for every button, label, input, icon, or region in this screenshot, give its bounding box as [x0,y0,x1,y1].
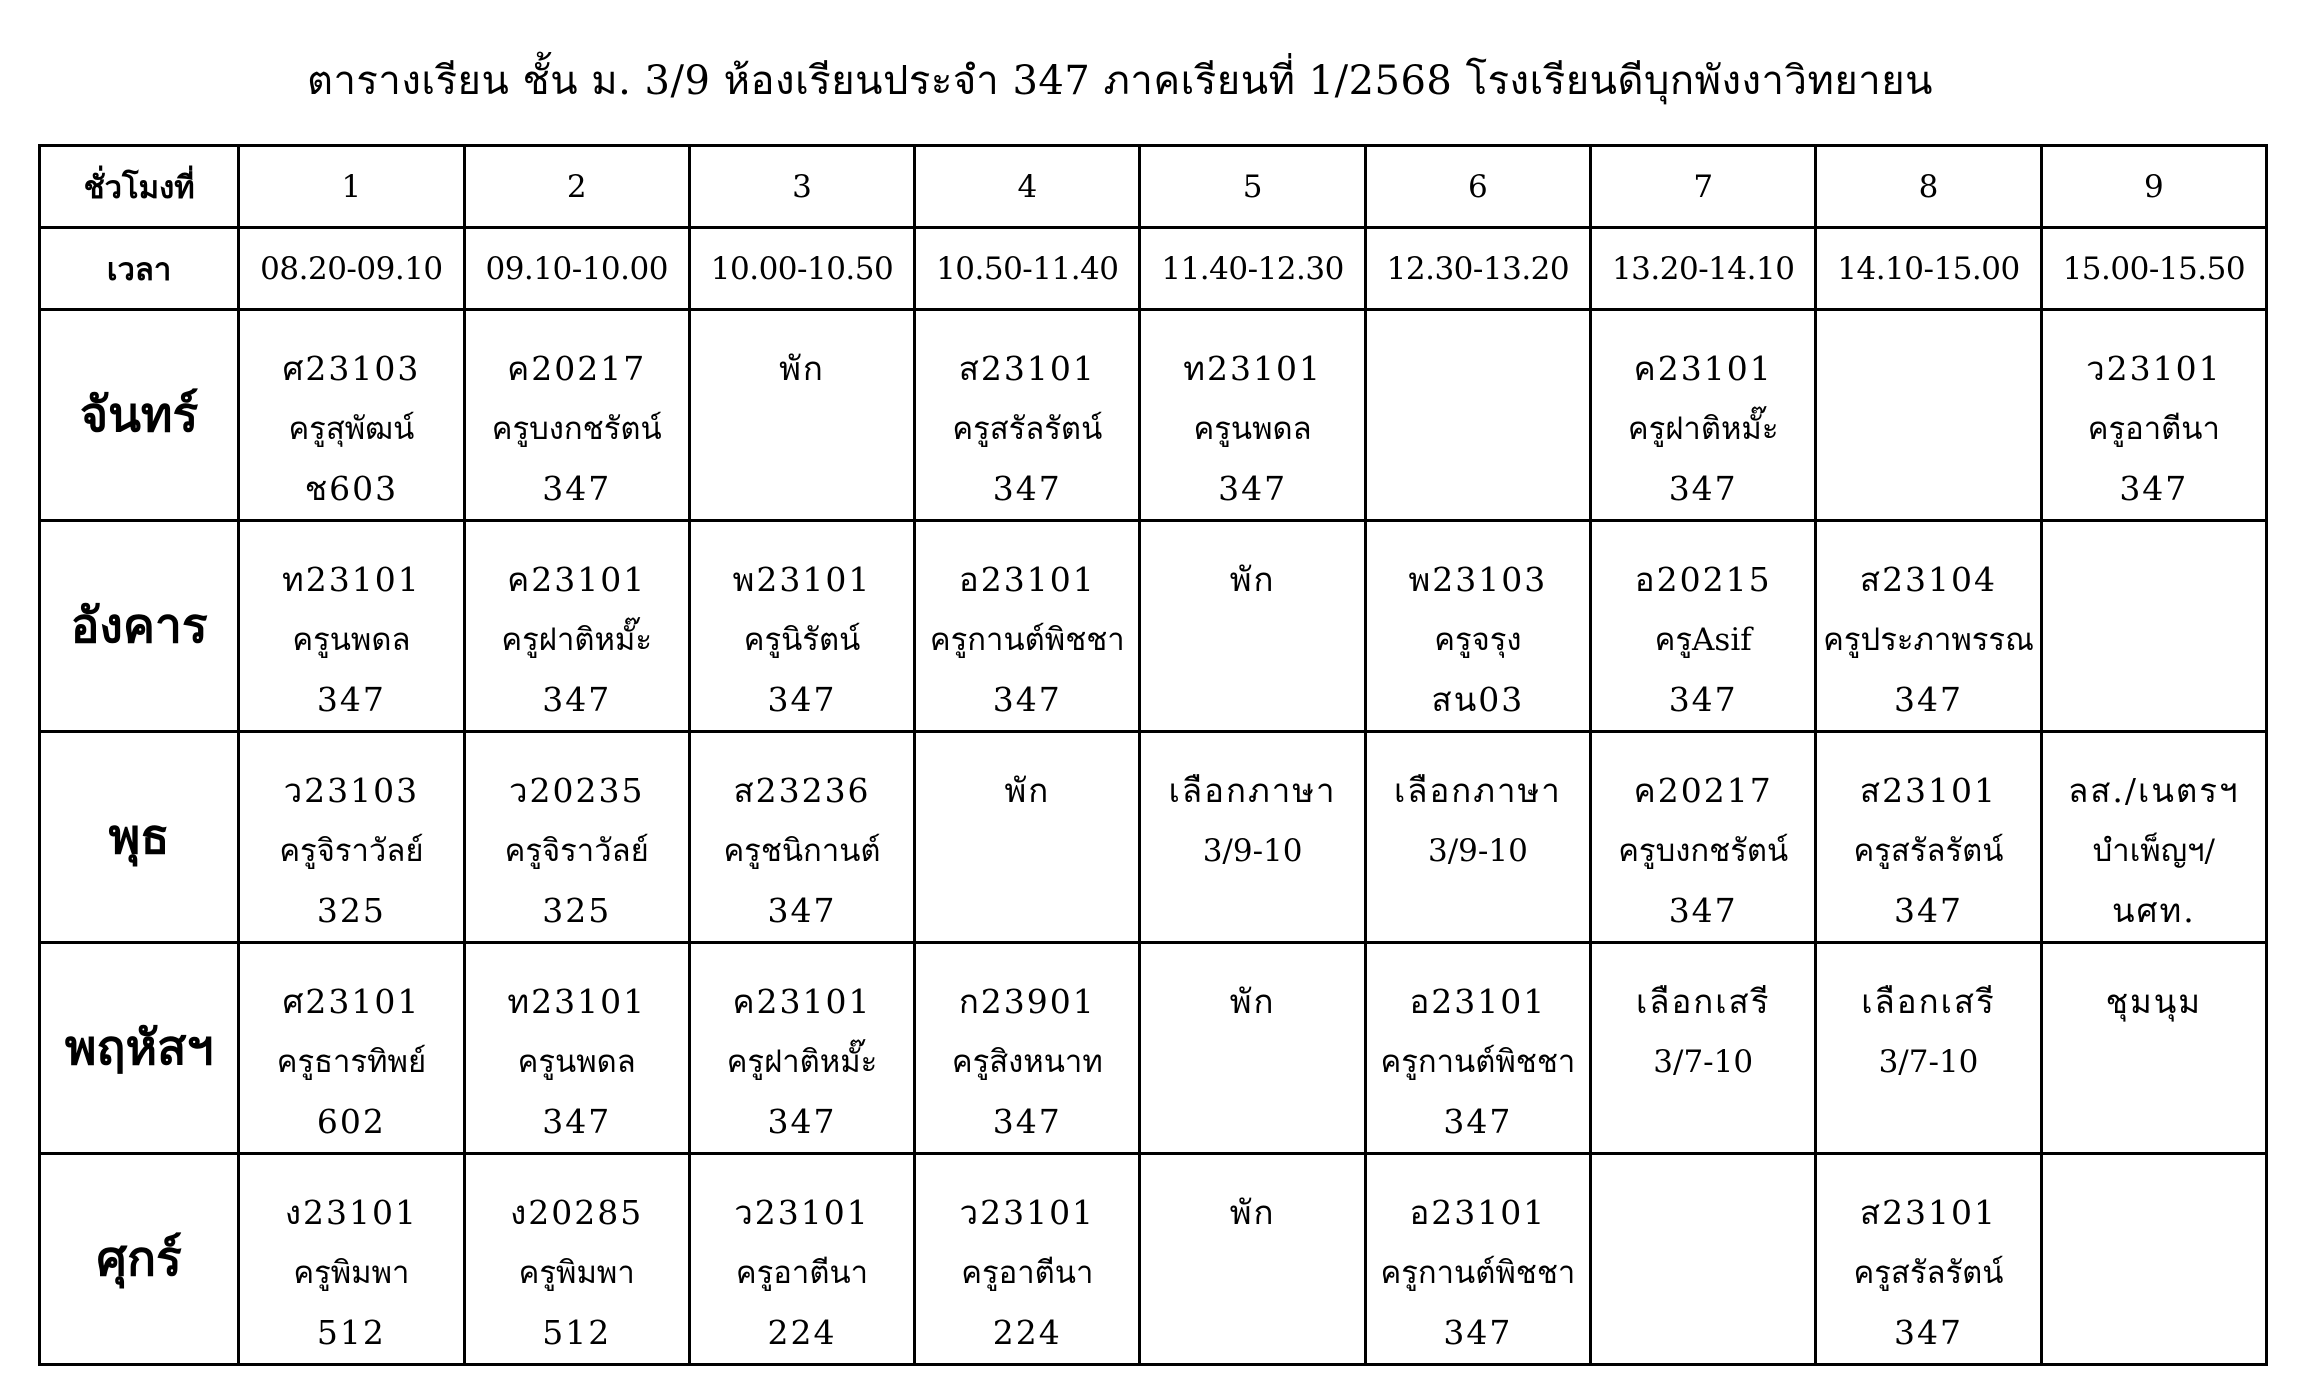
class-slot [915,521,1140,732]
teacher-name: ครูนพดล [517,1044,636,1080]
time-range: 10.00-10.50 [689,228,914,310]
slot-content [1817,311,2039,339]
time-range: 09.10-10.00 [464,228,689,310]
subject-code: พัก [1229,982,1276,1021]
class-slot [915,1154,1140,1365]
slot-content [2043,1155,2265,1183]
room-number: 325 [316,891,386,930]
time-range: 13.20-14.10 [1591,228,1816,310]
teacher-name: ครูจิราวัลย์ [279,833,424,869]
class-slot [1816,1154,2041,1365]
room-number: 347 [542,1102,612,1141]
teacher-name: ครูบงกชรัตน์ [1618,833,1789,869]
teacher-name: ครูจรุง [1434,622,1522,658]
slot-content [1817,522,2039,730]
room-number: 224 [992,1313,1062,1352]
time-range: 11.40-12.30 [1140,228,1365,310]
teacher-name: ครูธารทิพย์ [276,1044,427,1080]
room-number: 347 [1218,469,1288,508]
slot-content [1817,733,2039,941]
teacher-name: 3/9-10 [1202,833,1303,869]
room-number: 347 [1668,469,1738,508]
class-slot [239,1154,464,1365]
timetable [38,144,2268,1366]
slot-content [466,944,688,1152]
class-slot [239,943,464,1154]
subject-code: ส23101 [1859,771,1998,810]
subject-code: ว23101 [959,1193,1096,1232]
teacher-name: ครูประภาพรรณ [1823,622,2034,658]
teacher-name: บำเพ็ญฯ/ [2092,833,2216,869]
time-range: 15.00-15.50 [2041,228,2266,310]
slot-content [240,522,462,730]
room-number: 347 [316,680,386,719]
teacher-name: 3/7-10 [1653,1044,1754,1080]
day-row [40,732,2267,943]
teacher-name: ครูกานต์พิชชา [929,622,1125,658]
room-number: 224 [767,1313,837,1352]
subject-code: ส23236 [733,771,871,810]
room-number: 347 [1893,680,1963,719]
slot-content [1592,1155,1814,1183]
slot-content [240,733,462,941]
subject-code: พ23101 [732,560,872,599]
class-slot [1591,943,1816,1154]
class-slot [1365,1154,1590,1365]
slot-content [1817,944,2039,1092]
slot-content [2043,522,2265,550]
slot-content [466,522,688,730]
subject-code: พัก [1004,771,1051,810]
subject-code: ส23101 [958,349,1096,388]
subject-code: ท23101 [507,982,647,1021]
teacher-name: ครูฝาติหมั๊ะ [1627,411,1779,447]
day-row [40,521,2267,732]
room-number: 347 [767,1102,837,1141]
slot-content [1141,944,1363,1032]
subject-code: ค20217 [1633,771,1773,810]
room-number: 347 [1893,891,1963,930]
slot-content [1367,522,1589,730]
subject-code: เลือกเสรี [1635,982,1771,1021]
class-slot [1816,943,2041,1154]
subject-code: ชุมนุม [2105,982,2203,1021]
slot-content [466,733,688,941]
time-header-row [40,228,2267,310]
period-number: 8 [1816,146,2041,228]
slot-content [916,522,1138,730]
subject-code: ค23101 [732,982,872,1021]
subject-code: พัก [1229,560,1276,599]
teacher-name: ครูนพดล [1193,411,1312,447]
class-slot [689,1154,914,1365]
class-slot [689,943,914,1154]
slot-content [2043,311,2265,519]
period-number: 3 [689,146,914,228]
teacher-name: ครูสิงหนาท [951,1044,1103,1080]
subject-code: เลือกเสรี [1861,982,1996,1021]
slot-content [916,733,1138,821]
room-number: 347 [1668,680,1738,719]
class-slot [1591,732,1816,943]
subject-code: ง20285 [510,1193,644,1232]
time-label: เวลา [40,228,239,310]
period-header-row [40,146,2267,228]
slot-content [1141,522,1363,610]
class-slot [1365,943,1590,1154]
teacher-name: ครูกานต์พิชชา [1380,1044,1576,1080]
room-number: 602 [316,1102,386,1141]
subject-code: ค20217 [507,349,647,388]
time-range: 14.10-15.00 [1816,228,2041,310]
subject-code: อ23101 [1409,982,1547,1021]
slot-content [1141,1155,1363,1243]
class-slot [1140,1154,1365,1365]
class-slot [1140,310,1365,521]
room-number: 347 [767,680,837,719]
room-number: 347 [992,1102,1062,1141]
class-slot [2041,732,2266,943]
teacher-name: 3/7-10 [1878,1044,1979,1080]
room-number: 347 [542,469,612,508]
day-name: พุธ [40,732,239,943]
class-slot [1140,521,1365,732]
teacher-name: ครูอาตีนา [961,1255,1094,1291]
class-slot [689,310,914,521]
class-slot [1591,521,1816,732]
class-slot [689,521,914,732]
empty-slot [1591,1154,1816,1365]
subject-code: ศ23103 [282,349,421,388]
teacher-name: ครูกานต์พิชชา [1380,1255,1576,1291]
slot-content [1592,522,1814,730]
day-row [40,1154,2267,1365]
room-number: 512 [316,1313,386,1352]
room-number: 325 [542,891,612,930]
class-slot [464,732,689,943]
day-row [40,310,2267,521]
room-number: 347 [1443,1313,1513,1352]
room-number: 347 [542,680,612,719]
teacher-name: ครูอาตีนา [2087,411,2220,447]
subject-code: ว23103 [283,771,420,810]
class-slot [2041,310,2266,521]
period-number: 9 [2041,146,2266,228]
slot-content [1592,733,1814,941]
teacher-name: ครูนพดล [292,622,411,658]
empty-slot [1816,310,2041,521]
subject-code: อ23101 [958,560,1096,599]
class-slot [915,943,1140,1154]
room-number: 512 [542,1313,612,1352]
slot-content [1367,1155,1589,1363]
room-number: ช603 [304,469,399,508]
subject-code: ว23101 [734,1193,870,1232]
slot-content [240,311,462,519]
slot-content [1141,733,1363,881]
subject-code: เลือกภาษา [1168,771,1337,810]
subject-code: ค23101 [1633,349,1773,388]
day-row [40,943,2267,1154]
slot-content [1141,311,1363,519]
time-range: 12.30-13.20 [1365,228,1590,310]
time-range: 10.50-11.40 [915,228,1140,310]
slot-content [916,1155,1138,1363]
subject-code: ท23101 [1183,349,1322,388]
class-slot [239,310,464,521]
subject-code: อ23101 [1409,1193,1547,1232]
period-number: 5 [1140,146,1365,228]
slot-content [1367,944,1589,1152]
class-slot [689,732,914,943]
class-slot [464,943,689,1154]
teacher-name: ครูAsif [1654,622,1752,658]
subject-code: ศ23101 [282,982,421,1021]
teacher-name: ครูฝาติหมั๊ะ [501,622,653,658]
teacher-name: ครูพิมพา [293,1255,410,1291]
subject-code: พ23103 [1408,560,1548,599]
teacher-name: ครูพิมพา [518,1255,635,1291]
subject-code: พัก [779,349,825,388]
slot-content [691,1155,913,1363]
slot-content [1817,1155,2039,1363]
slot-content [916,944,1138,1152]
slot-content [691,733,913,941]
subject-code: ส23101 [1859,1193,1998,1232]
subject-code: เลือกภาษา [1393,771,1562,810]
slot-content [691,522,913,730]
time-range: 08.20-09.10 [239,228,464,310]
class-slot [1591,310,1816,521]
slot-content [1592,944,1814,1092]
class-slot [1140,732,1365,943]
class-slot [915,310,1140,521]
teacher-name: ครูชนิกานต์ [723,833,881,869]
room-number: 347 [1443,1102,1513,1141]
teacher-name: ครูจิราวัลย์ [504,833,649,869]
subject-code: อ20215 [1634,560,1772,599]
teacher-name: 3/9-10 [1427,833,1528,869]
class-slot [464,1154,689,1365]
empty-slot [2041,1154,2266,1365]
teacher-name: ครูฝาติหมั๊ะ [726,1044,878,1080]
class-slot [464,521,689,732]
slot-content [240,1155,462,1363]
room-number: 347 [767,891,837,930]
subject-code: ว20235 [508,771,645,810]
class-slot [915,732,1140,943]
room-number: สน03 [1431,680,1525,719]
class-slot [2041,943,2266,1154]
teacher-name: ครูสรัลรัตน์ [1853,833,2004,869]
room-number: 347 [992,469,1062,508]
teacher-name: ครูอาตีนา [735,1255,869,1291]
class-slot [1365,732,1590,943]
slot-content [691,311,913,399]
period-number: 4 [915,146,1140,228]
subject-code: ลส./เนตรฯ [2068,771,2240,810]
subject-code: ค23101 [507,560,647,599]
room-number: 347 [1668,891,1738,930]
slot-content [1367,311,1589,339]
class-slot [1365,521,1590,732]
class-slot [239,732,464,943]
subject-code: ง23101 [284,1193,418,1232]
room-number: 347 [1893,1313,1963,1352]
slot-content [466,311,688,519]
period-number: 1 [239,146,464,228]
subject-code: พัก [1229,1193,1276,1232]
slot-content [1367,733,1589,881]
slot-content [240,944,462,1152]
period-number: 7 [1591,146,1816,228]
slot-content [1592,311,1814,519]
class-slot [239,521,464,732]
teacher-name: ครูสุพัฒน์ [288,411,415,447]
slot-content [691,944,913,1152]
subject-code: ท23101 [282,560,421,599]
room-number: 347 [2119,469,2189,508]
subject-code: ว23101 [2086,349,2222,388]
class-slot [1140,943,1365,1154]
teacher-name: ครูสรัลรัตน์ [1853,1255,2004,1291]
empty-slot [2041,521,2266,732]
period-label: ชั่วโมงที่ [40,146,239,228]
day-name: ศุกร์ [40,1154,239,1365]
teacher-name: ครูนิรัตน์ [743,622,861,658]
teacher-name: ครูสรัลรัตน์ [952,411,1103,447]
class-slot [464,310,689,521]
teacher-name: ครูบงกชรัตน์ [491,411,662,447]
day-name: อังคาร [40,521,239,732]
period-number: 2 [464,146,689,228]
period-number: 6 [1365,146,1590,228]
slot-content [916,311,1138,519]
subject-code: ก23901 [958,982,1096,1021]
subject-code: ส23104 [1859,560,1998,599]
class-slot [1816,732,2041,943]
class-slot [1816,521,2041,732]
page-title: ตารางเรียน ชั้น ม. 3/9 ห้องเรียนประจำ 347 ภาคเรียนที่ 1/2568 โรงเรียนดีบุกพังงาวิทยายน [306,58,1934,104]
empty-slot [1365,310,1590,521]
room-number: 347 [992,680,1062,719]
day-name: จันทร์ [40,310,239,521]
slot-content [2043,733,2265,941]
room-number: นศท. [2111,891,2196,930]
day-name: พฤหัสฯ [40,943,239,1154]
slot-content [466,1155,688,1363]
slot-content [2043,944,2265,1032]
